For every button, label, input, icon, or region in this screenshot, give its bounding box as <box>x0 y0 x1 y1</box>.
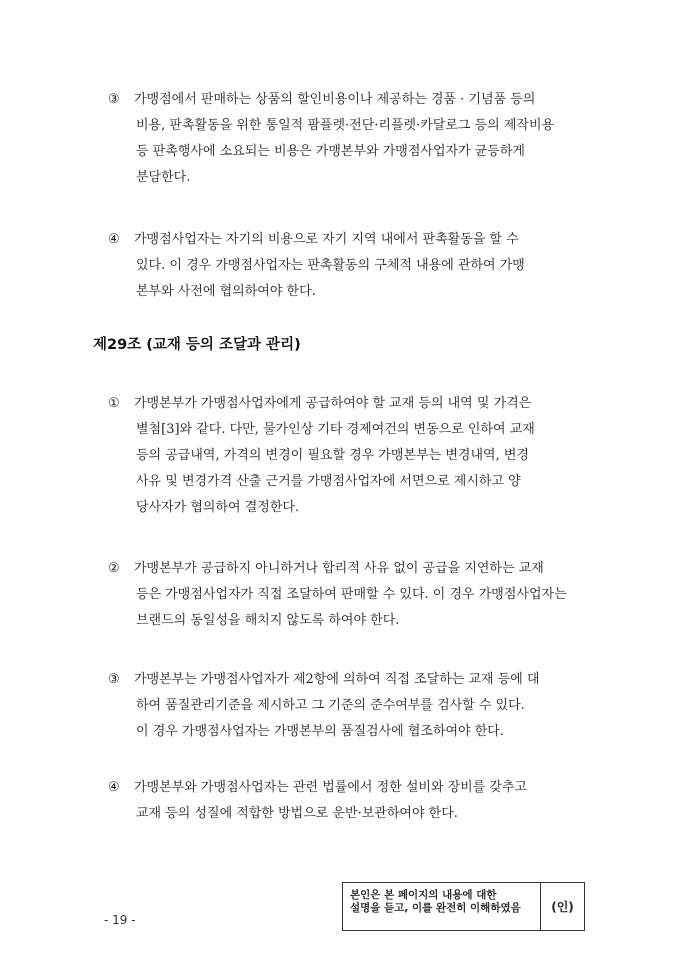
paragraph-line: 가맹본부와 가맹점사업자는 관련 법률에서 정한 설비와 장비를 갖추고 <box>134 780 528 795</box>
paragraph-line: 가맹점사업자는 자기의 비용으로 자기 지역 내에서 판촉활동을 할 수 <box>134 232 519 247</box>
confirmation-statement <box>343 883 541 930</box>
paragraph-number: ④ <box>108 780 120 795</box>
paragraph-number: ④ <box>108 232 120 247</box>
seal-mark: (인) <box>551 900 574 914</box>
paragraph-line: 가맹점에서 판매하는 상품의 할인비용이나 제공하는 경품 · 기념품 등의 <box>134 92 536 107</box>
paragraph-line: 있다. 이 경우 가맹점사업자는 판촉활동의 구체적 내용에 관하여 가맹 <box>136 258 525 273</box>
paragraph-line: 등 판촉행사에 소요되는 비용은 가맹본부와 가맹점사업자가 균등하게 <box>136 144 525 159</box>
paragraph-line: 하여 품질관리기준을 제시하고 그 기준의 준수여부를 검사할 수 있다. <box>136 698 525 713</box>
paragraph-line: 가맹본부는 가맹점사업자가 제2항에 의하여 직접 조달하는 교재 등에 대 <box>134 672 540 687</box>
paragraph-line: 등은 가맹점사업자가 직접 조달하여 판매할 수 있다. 이 경우 가맹점사업자는 <box>136 587 567 602</box>
paragraph-line: 이 경우 가맹점사업자는 가맹본부의 품질검사에 협조하여야 한다. <box>136 724 504 739</box>
paragraph-line: 브랜드의 동일성을 해치지 않도록 하여야 한다. <box>136 613 400 628</box>
paragraph-line: 교재 등의 성질에 적합한 방법으로 운반·보관하여야 한다. <box>136 806 458 821</box>
confirmation-box <box>342 882 585 931</box>
paragraph-line: 분담한다. <box>136 170 191 185</box>
paragraph-line: 사유 및 변경가격 산출 근거를 가맹점사업자에 서면으로 제시하고 양 <box>136 474 521 489</box>
clause-paragraph-4-own-promotion <box>108 227 586 305</box>
article-29-paragraph-2 <box>108 556 586 634</box>
article-29-paragraph-4 <box>108 775 586 827</box>
paragraph-number: ① <box>108 396 120 411</box>
paragraph-number: ③ <box>108 672 120 687</box>
paragraph-line: 가맹본부가 공급하지 아니하거나 합리적 사유 없이 공급을 지연하는 교재 <box>134 561 544 576</box>
paragraph-line: 등의 공급내역, 가격의 변경이 필요할 경우 가맹본부는 변경내역, 변경 <box>136 448 529 463</box>
paragraph-line: 비용, 판촉활동을 위한 통일적 팜플렛·전단·리플렛·카달로그 등의 제작비용 <box>136 118 555 133</box>
paragraph-line: 가맹본부가 가맹점사업자에게 공급하여야 할 교재 등의 내역 및 가격은 <box>134 396 532 411</box>
clause-paragraph-3-promotion-costs <box>108 87 586 191</box>
article-heading: 제29조 (교재 등의 조달과 관리) <box>93 337 301 353</box>
confirmation-line: 본인은 본 페이지의 내용에 대한 <box>350 889 497 901</box>
paragraph-line: 본부와 사전에 협의하여야 한다. <box>136 284 316 299</box>
paragraph-number: ② <box>108 561 120 576</box>
paragraph-line: 별첨[3]와 같다. 다만, 물가인상 기타 경제여건의 변동으로 인하여 교재 <box>136 422 535 437</box>
page-number: - 19 - <box>104 913 136 927</box>
article-29-paragraph-3 <box>108 667 586 745</box>
confirmation-line: 설명을 듣고, 이를 완전히 이해하였음 <box>350 902 521 914</box>
paragraph-number: ③ <box>108 92 120 107</box>
article-29-paragraph-1 <box>108 391 586 521</box>
paragraph-line: 당사자가 협의하여 결정한다. <box>136 500 300 515</box>
